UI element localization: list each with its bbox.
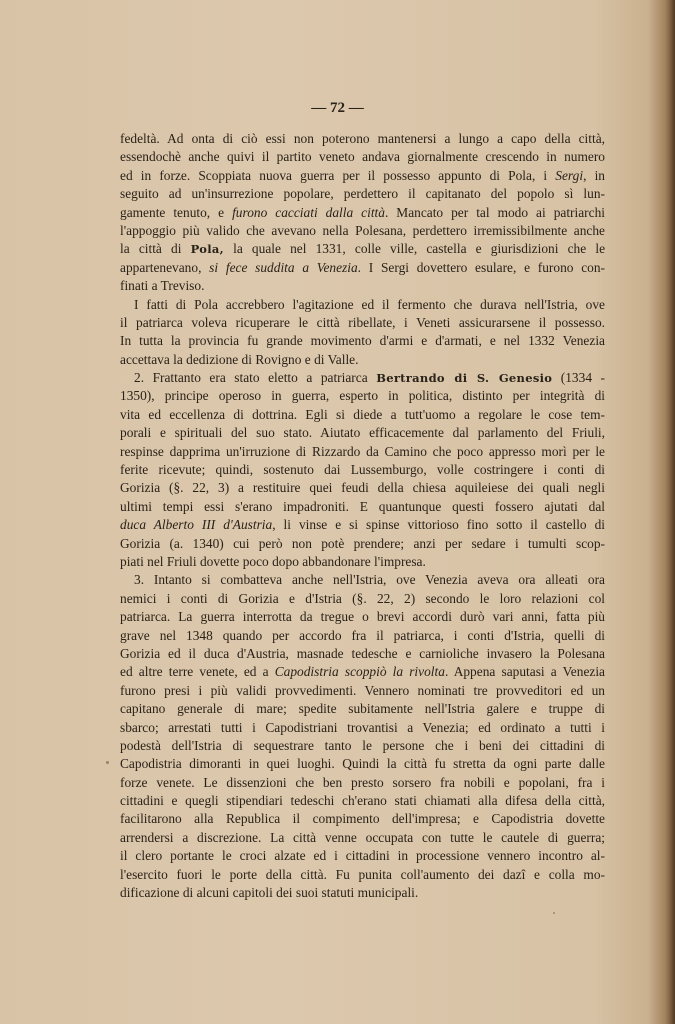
text-line: appartenevano, si fece suddita a Venezia. I Sergi dovettero esulare, e furono con- <box>120 259 605 275</box>
text-line: fedeltà. Ad onta di ciò essi non poterono mantenersi a lungo a capo della città, <box>120 131 605 146</box>
text-line: grave nel 1348 quando per accordo fra il patriarca, i conti d'Istria, quelli di <box>120 627 605 643</box>
text-line: 2. Frattanto era stato eletto a patriarca Bertrando di S. Genesio (1334 - <box>134 370 605 386</box>
text-line: nemici i conti di Gorizia e d'Istria (§. 22, 2) secondo le loro relazioni col <box>120 590 605 606</box>
text-line: l'appoggio più valido che avevano nella Polesana, perdettero irremissibilmente anche <box>120 222 605 238</box>
text-line: 3. Intanto si combatteva anche nell'Istria, ove Venezia aveva ora alleati ora <box>134 572 605 588</box>
text-line: respinse dapprima un'irruzione di Rizzardo da Camino che poco appresso morì per le <box>120 443 605 459</box>
italic-phrase: furono cacciati dalla città <box>232 204 385 220</box>
text-line: ultimi tempi essi s'erano impadroniti. E quantunque questi fossero ajutati dal <box>120 498 605 514</box>
emphasized-name: Pola, <box>190 242 224 257</box>
text-line: capitano generale di mare; spedite subitamente nell'Istria galere e truppe di <box>120 701 605 717</box>
italic-phrase: Capodistria scoppiò la rivolta <box>274 664 445 680</box>
text-line: vita ed eccellenza di dottrina. Egli si diede a tutt'uomo a regolare le cose tem- <box>120 406 605 422</box>
text-line: I fatti di Pola accrebbero l'agitazione ed il fermento che durava nell'Istria, ove <box>134 296 605 312</box>
text-line: podestà dell'Istria di sequestrare tanto le persone che i beni dei cittadini di <box>120 737 605 753</box>
text-line: ed in forze. Scoppiata nuova guerra per il possesso appunto di Pola, i Sergi, in <box>120 167 605 183</box>
text-line: gamente tenuto, e furono cacciati dalla città. Mancato per tal modo ai patriarchi <box>120 204 605 220</box>
text-line: il patriarca voleva ricuperare le città ribellate, i Veneti assicurarsene il possesso. <box>120 314 605 330</box>
text-line: sbarco; arrestati tutti i Capodistriani trovantisi a Venezia; ed ordinato a tutti i <box>120 719 605 735</box>
body-text <box>120 130 605 902</box>
text-line: facilitarono alla Republica il compimento dell'impresa; e Capodistria dovette <box>120 811 605 827</box>
text-line: accettava la dedizione di Rovigno e di Valle. <box>120 351 359 367</box>
italic-phrase: Sergi <box>555 167 584 183</box>
italic-phrase: duca Alberto III d'Austria <box>120 517 273 533</box>
text-line: furono presi i più validi provvedimenti. Vennero nominati tre provveditori ed un <box>120 682 605 698</box>
text-line: seguito ad un'insurrezione popolare, perdettero il capitanato del popolo sì lun- <box>120 186 605 202</box>
page-number: — 72 — <box>311 100 364 116</box>
text-line: duca Alberto III d'Austria, li vinse e si spinse vittorioso fino sotto il castello di <box>120 517 605 533</box>
text-line: arrendersi a discrezione. La città venne occupata con tutte le cautele di guerra; <box>120 829 605 845</box>
text-line: ferite ricevute; quindi, sostenuto dai Lussemburgo, volle costringere i conti di <box>120 462 605 478</box>
emphasized-name: Bertrando di S. Genesio <box>376 371 553 386</box>
text-line: Gorizia (a. 1340) cui però non potè prendere; anzi per sedare i tumulti scop- <box>120 535 605 551</box>
text-line: finati a Treviso. <box>120 278 205 294</box>
text-line: piati nel Friuli dovette poco dopo abbandonare l'impresa. <box>120 553 426 569</box>
text-line: dificazione di alcuni capitoli dei suoi statuti municipali. <box>120 885 419 901</box>
text-line: Gorizia (§. 22, 3) a restituire quei feudi della chiesa aquileiese dei quali negli <box>120 480 605 496</box>
text-line: 1350), principe operoso in guerra, esperto in politica, distinto per integrità di <box>120 388 605 404</box>
text-line: In tutta la provincia fu grande movimento d'armi e d'armati, e nel 1332 Venezia <box>120 333 605 349</box>
text-line: forze venete. Le dissenzioni che ben presto sorsero fra nobili e popolani, fra i <box>120 774 605 790</box>
page-binding-edge <box>665 0 675 1024</box>
text-line: essendochè anche quivi il partito veneto andava giornalmente crescendo in numero <box>120 149 605 165</box>
paper-speck <box>106 761 109 764</box>
text-line: la città di Pola, la quale nel 1331, colle ville, castella e giurisdizioni che le <box>120 241 605 257</box>
paper-speck <box>553 912 555 914</box>
text-line: l'esercito fuori le porte della città. Fu punita coll'aumento dei dazî e colla mo- <box>120 866 605 882</box>
text-line: porali e spirituali del suo stato. Aiutato efficacemente dal parlamento del Friuli, <box>120 425 605 441</box>
text-line: cittadini e quegli stipendiari tedeschi ch'erano stati chiamati alla difesa della città, <box>120 793 605 809</box>
text-line: il clero portante le croci alzate ed i cittadini in processione vennero incontro al- <box>120 848 605 864</box>
text-line: patriarca. La guerra interrotta da tregue o brevi accordi durò vari anni, fatta più <box>120 609 605 625</box>
text-line: Gorizia ed il duca d'Austria, masnade tedesche e carnioliche invasero la Polesana <box>120 645 605 661</box>
text-line: Capodistria dimoranti in quei luoghi. Quindi la città fu stretta da ogni parte dalle <box>120 756 605 772</box>
italic-phrase: si fece suddita a Venezia <box>209 259 358 275</box>
text-line: ed altre terre venete, ed a Capodistria scoppiò la rivolta. Appena saputasi a Venezia <box>120 664 605 680</box>
